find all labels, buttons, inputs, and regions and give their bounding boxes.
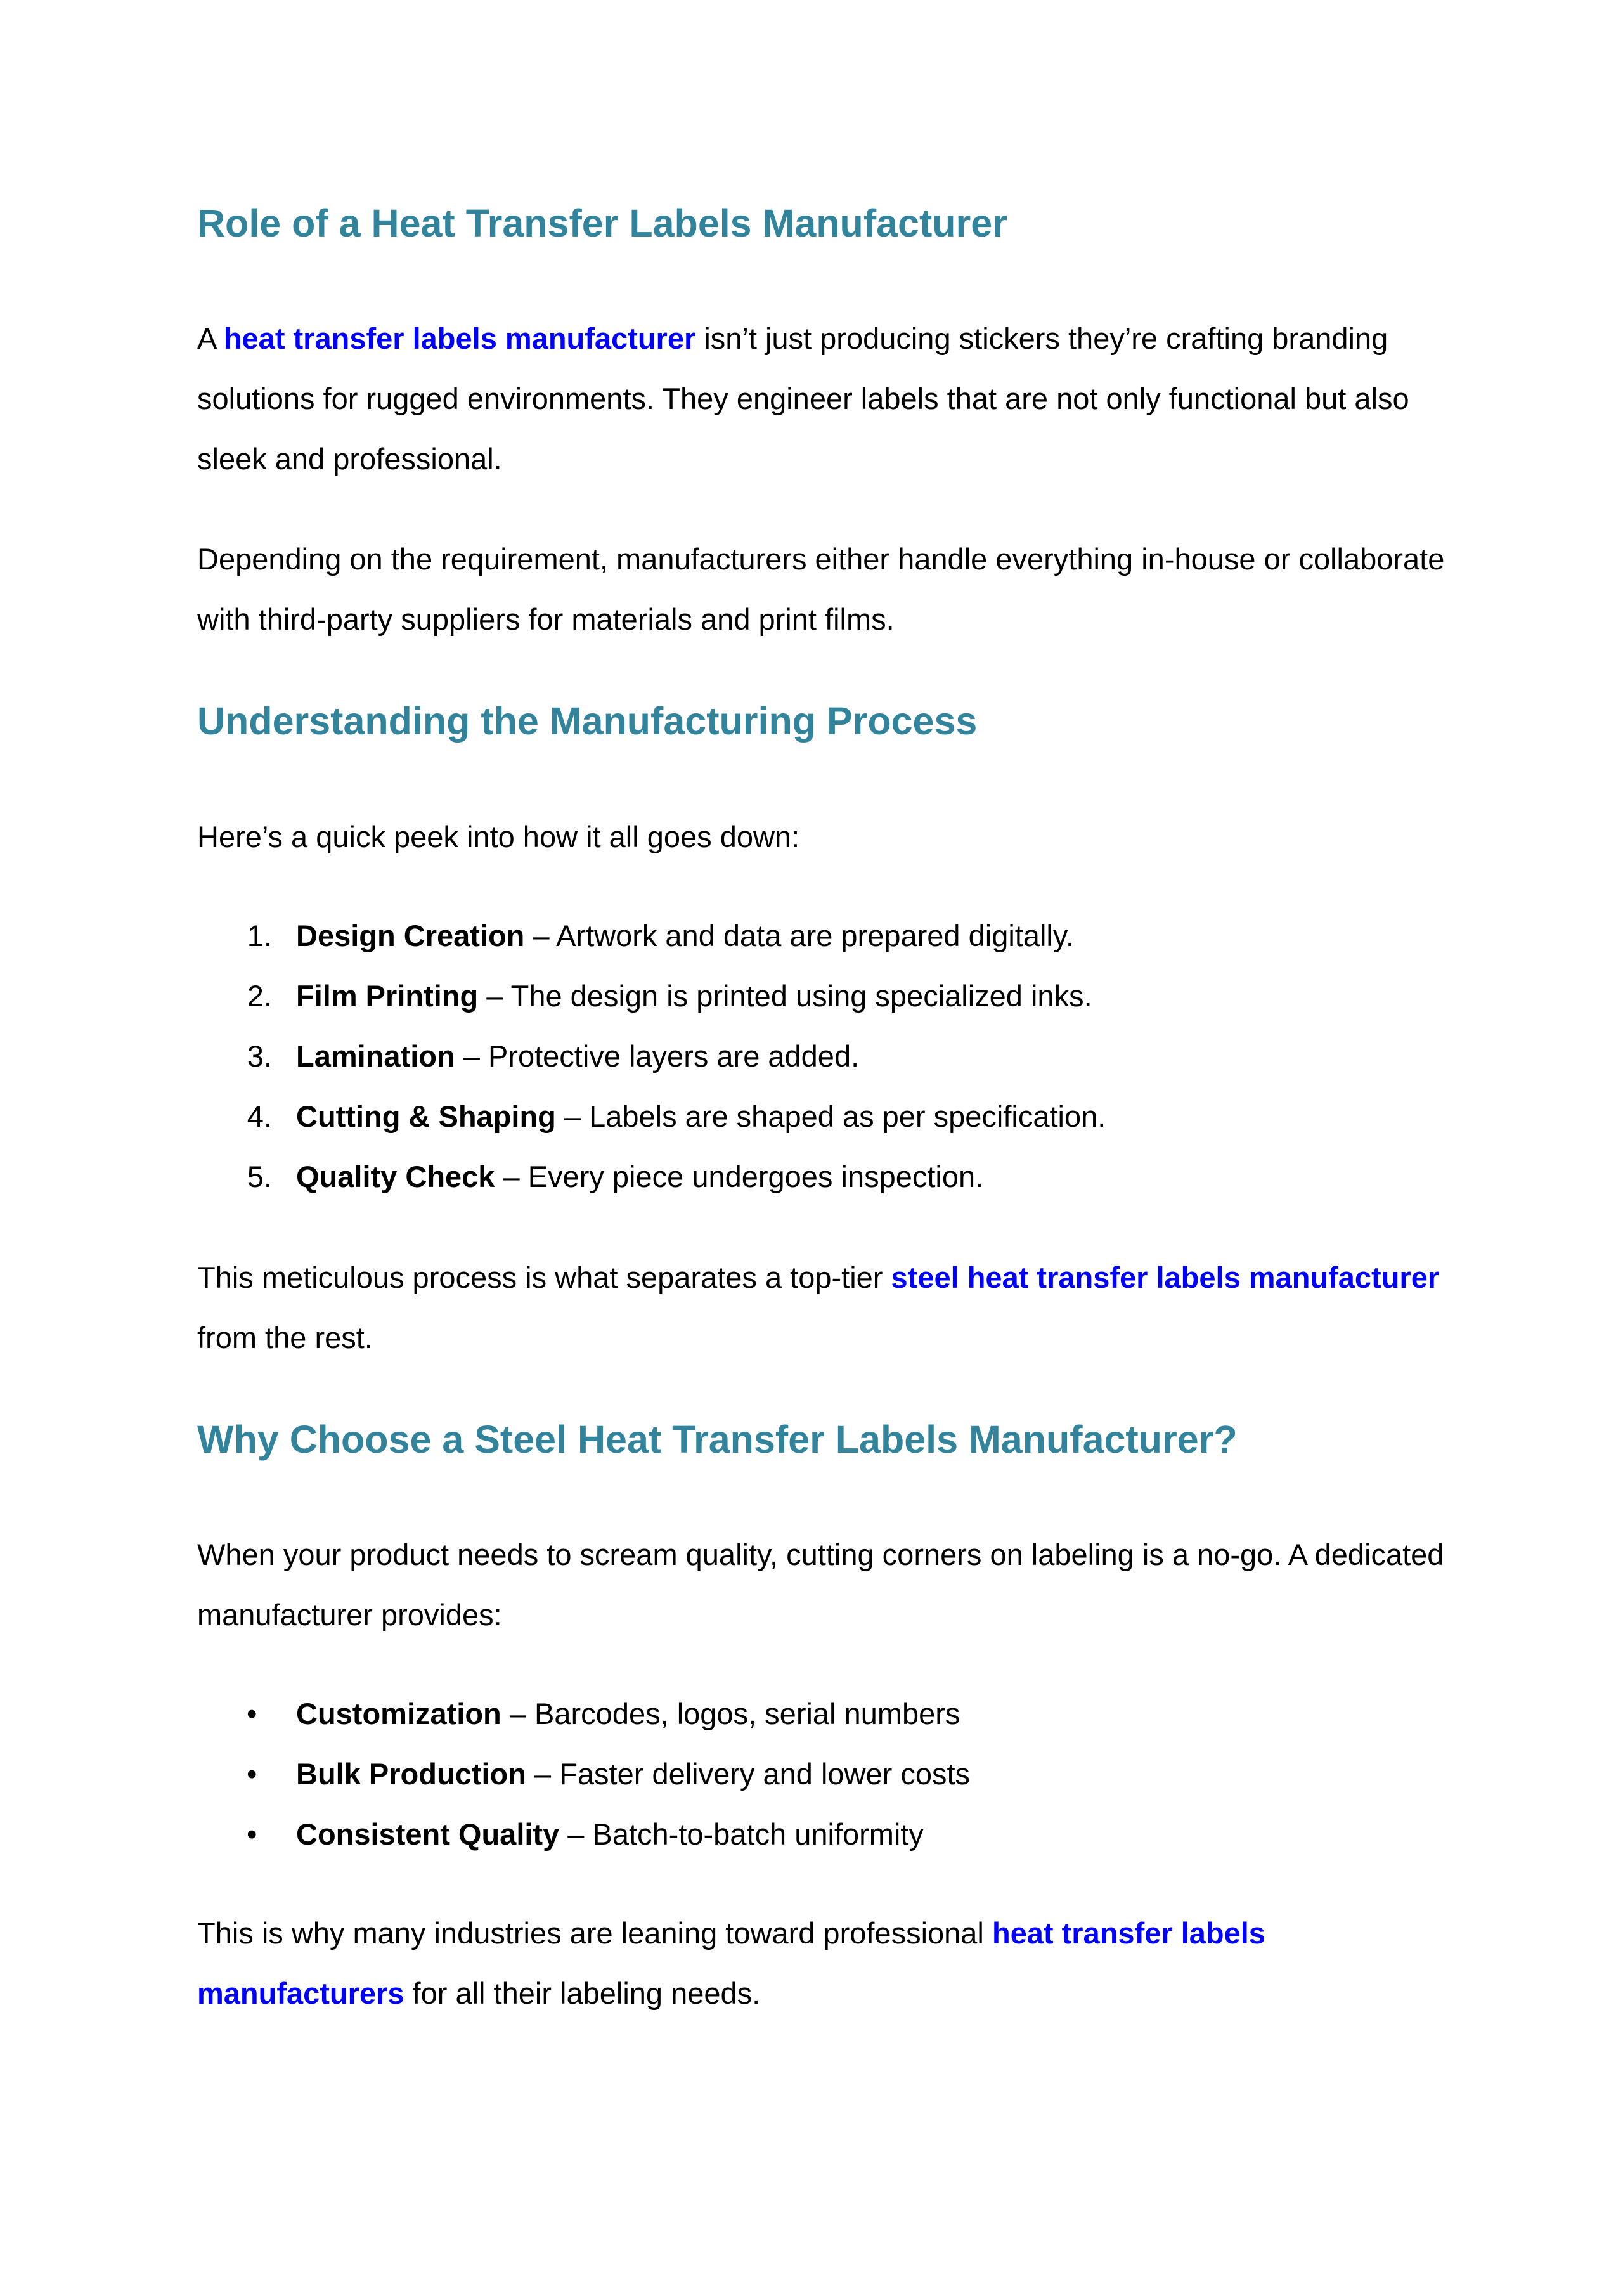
benefit-description: – Batch-to-batch uniformity <box>559 1817 924 1851</box>
bullet-icon: • <box>247 1817 257 1851</box>
step-description: – The design is printed using specialized inks. <box>478 979 1092 1013</box>
step-description: – Protective layers are added. <box>455 1039 860 1073</box>
benefit-title: Bulk Production <box>296 1757 526 1791</box>
process-steps-list <box>197 905 1459 1207</box>
benefits-list <box>197 1683 1459 1864</box>
list-number: 1. <box>247 919 272 952</box>
step-title: Cutting & Shaping <box>296 1099 556 1133</box>
benefit-description: – Faster delivery and lower costs <box>526 1757 971 1791</box>
paragraph-why-intro: When your product needs to scream quality, cutting corners on labeling is a no-go. A dedicated manufacturer provides: <box>197 1538 1444 1631</box>
step-title: Design Creation <box>296 919 525 952</box>
steel-heat-transfer-labels-manufacturer-link[interactable]: steel heat transfer labels manufacturer <box>891 1261 1440 1294</box>
step-description: – Artwork and data are prepared digitally. <box>524 919 1074 952</box>
paragraph-text: isn’t just producing stickers they’re crafting branding solutions for rugged environments. They engineer labels that are not only functional but also sleek and professional. <box>197 321 1409 476</box>
list-item <box>197 966 1459 1026</box>
list-item <box>197 1683 1459 1744</box>
paragraph-text: for all their labeling needs. <box>404 1976 761 2010</box>
section-heading-process: Understanding the Manufacturing Process <box>197 699 978 743</box>
list-number: 3. <box>247 1039 272 1073</box>
list-item <box>197 1086 1459 1146</box>
list-item <box>197 1744 1459 1804</box>
step-title: Quality Check <box>296 1160 495 1193</box>
paragraph-text: This meticulous process is what separates a top-tier <box>197 1261 891 1294</box>
paragraph-role-intro <box>197 308 1459 489</box>
heat-transfer-labels-manufacturer-link[interactable]: heat transfer labels manufacturer <box>223 321 696 355</box>
list-item <box>197 1146 1459 1207</box>
paragraph-process-outro <box>197 1247 1459 1368</box>
benefit-title: Consistent Quality <box>296 1817 560 1851</box>
benefit-title: Customization <box>296 1697 501 1730</box>
bullet-icon: • <box>247 1757 257 1791</box>
bullet-icon: • <box>247 1697 257 1730</box>
paragraph-text: A <box>197 321 224 355</box>
list-number: 4. <box>247 1099 272 1133</box>
list-item <box>197 1804 1459 1864</box>
step-description: – Labels are shaped as per specification. <box>555 1099 1106 1133</box>
section-heading-role: Role of a Heat Transfer Labels Manufacturer <box>197 202 1007 245</box>
benefit-description: – Barcodes, logos, serial numbers <box>501 1697 960 1730</box>
list-number: 2. <box>247 979 272 1013</box>
step-title: Film Printing <box>296 979 479 1013</box>
list-item <box>197 1026 1459 1086</box>
section-heading-why-choose: Why Choose a Steel Heat Transfer Labels Manufacturer? <box>197 1418 1238 1461</box>
heat-transfer-labels-manufacturers-link[interactable]: heat transfer labels manufacturers <box>197 1916 1265 2010</box>
paragraph-why-outro <box>197 1903 1459 2023</box>
step-description: – Every piece undergoes inspection. <box>495 1160 984 1193</box>
paragraph-text: This is why many industries are leaning toward professional <box>197 1916 992 1950</box>
paragraph-text: from the rest. <box>197 1321 373 1354</box>
list-number: 5. <box>247 1160 272 1193</box>
paragraph-role-requirement: Depending on the requirement, manufacturers either handle everything in-house or collaborate with third-party suppliers for materials and print films. <box>197 542 1445 636</box>
list-item <box>197 905 1459 966</box>
step-title: Lamination <box>296 1039 455 1073</box>
paragraph-process-intro: Here’s a quick peek into how it all goes down: <box>197 820 800 853</box>
